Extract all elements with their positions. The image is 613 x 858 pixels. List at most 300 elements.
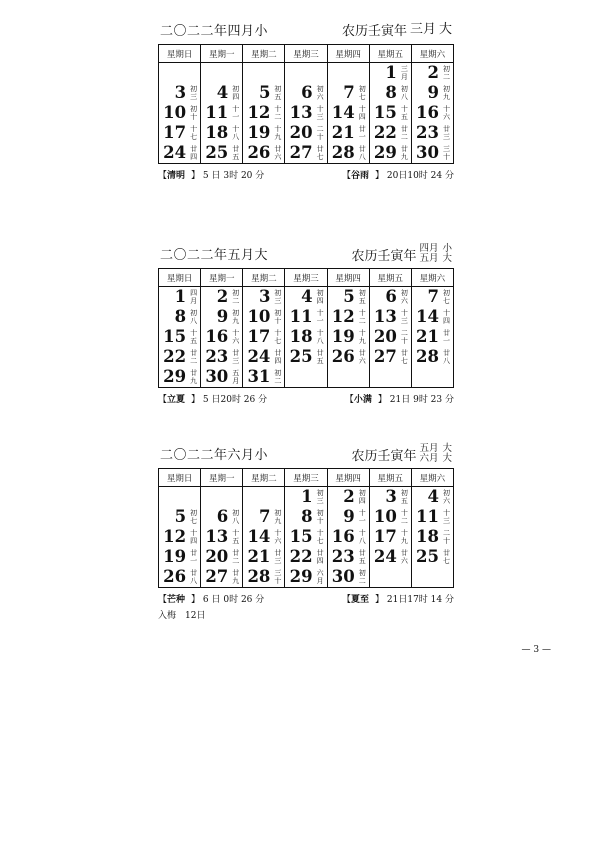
day-cell — [327, 527, 369, 547]
day-number: 4 — [216, 83, 229, 102]
lunar-date: 十一 — [232, 105, 240, 121]
weekday-header-row — [159, 269, 454, 287]
day-cell — [201, 547, 243, 567]
lunar-date: 初八 — [400, 85, 408, 101]
lunar-date: 十五 — [190, 329, 198, 345]
day-number: 1 — [174, 287, 187, 306]
day-cell — [201, 487, 243, 508]
day-number: 7 — [258, 507, 271, 526]
lunar-month-line: 五月 大 — [419, 443, 452, 454]
day-cell — [327, 367, 369, 388]
lunar-date: 十六 — [232, 329, 240, 345]
lunar-date: 廿九 — [190, 369, 198, 385]
lunar-date: 十一 — [358, 509, 366, 525]
day-number: 27 — [373, 347, 397, 366]
day-number: 12 — [163, 527, 187, 546]
day-cell — [285, 547, 327, 567]
lunar-date: 廿五 — [316, 349, 324, 365]
day-number: 7 — [427, 287, 439, 306]
day-number: 4 — [301, 287, 313, 306]
week-row — [159, 527, 454, 547]
week-row — [159, 507, 454, 527]
day-cell — [369, 487, 411, 508]
day-cell — [327, 507, 369, 527]
day-cell — [327, 123, 369, 143]
day-number: 29 — [163, 367, 187, 386]
day-cell — [369, 327, 411, 347]
day-number: 25 — [289, 347, 313, 366]
lunar-date: 六月 — [316, 569, 324, 585]
day-cell — [327, 63, 369, 84]
day-cell — [411, 527, 453, 547]
lunar-date: 廿一 — [443, 329, 450, 345]
lunar-date: 初二 — [274, 369, 282, 385]
day-number: 9 — [343, 507, 355, 526]
lunar-date: 十七 — [190, 125, 198, 141]
weekday-header: 星期四 — [327, 269, 369, 287]
solar-terms — [158, 168, 454, 184]
day-cell — [159, 327, 201, 347]
day-cell — [411, 327, 453, 347]
lunar-date: 廿三 — [274, 549, 282, 565]
solar-term-right: 【小满 】 21日 9时 23 分 — [344, 395, 454, 405]
day-cell — [243, 507, 285, 527]
day-cell — [159, 487, 201, 508]
weekday-header: 星期二 — [243, 45, 285, 63]
lunar-date: 廿九 — [232, 569, 240, 585]
day-cell — [159, 547, 201, 567]
day-cell — [243, 487, 285, 508]
day-number: 26 — [163, 567, 187, 586]
day-number: 1 — [301, 487, 313, 506]
lunar-date: 初六 — [316, 85, 324, 101]
lunar-date: 初四 — [232, 85, 240, 101]
day-cell — [285, 487, 327, 508]
lunar-month-line: 五月 大 — [419, 253, 452, 264]
lunar-date: 二十 — [400, 329, 408, 345]
solar-term-left: 【立夏 】 5 日20时 26 分 — [158, 395, 268, 405]
day-number: 8 — [174, 307, 187, 326]
weekday-header: 星期一 — [201, 45, 243, 63]
lunar-date: 初八 — [232, 509, 240, 525]
day-number: 5 — [258, 83, 271, 102]
lunar-date: 十七 — [316, 529, 324, 545]
day-cell — [369, 307, 411, 327]
day-cell — [285, 83, 327, 103]
week-row — [159, 367, 454, 388]
day-cell — [369, 287, 411, 308]
day-cell — [285, 143, 327, 164]
week-row — [159, 287, 454, 308]
day-cell — [243, 567, 285, 588]
day-cell — [243, 327, 285, 347]
lunar-date: 三十 — [274, 569, 282, 585]
weekday-header: 星期四 — [327, 469, 369, 487]
day-number: 6 — [216, 507, 229, 526]
day-cell — [159, 367, 201, 388]
day-cell — [285, 347, 327, 367]
day-cell — [369, 567, 411, 588]
calendar-april — [158, 18, 454, 184]
day-number: 2 — [343, 487, 355, 506]
lunar-date: 初二 — [358, 569, 366, 585]
day-number: 5 — [343, 287, 355, 306]
lunar-date: 廿六 — [274, 145, 282, 161]
day-cell — [411, 487, 453, 508]
day-number: 16 — [205, 327, 229, 346]
lunar-month-stack — [409, 21, 452, 37]
weekday-header: 星期日 — [159, 469, 201, 487]
page-number: — 3 — — [521, 645, 551, 655]
day-cell — [243, 527, 285, 547]
weekday-header: 星期六 — [411, 45, 453, 63]
weekday-header: 星期四 — [327, 45, 369, 63]
day-cell — [411, 123, 453, 143]
solar-terms — [158, 592, 454, 608]
day-cell — [201, 327, 243, 347]
solar-term-left: 【清明 】 5 日 3时 20 分 — [158, 171, 265, 181]
day-cell — [159, 307, 201, 327]
week-row — [159, 83, 454, 103]
lunar-date: 十三 — [400, 309, 408, 325]
day-number: 8 — [301, 507, 313, 526]
day-cell — [243, 103, 285, 123]
day-number: 29 — [373, 143, 397, 162]
day-cell — [327, 103, 369, 123]
day-number: 9 — [427, 83, 439, 102]
day-cell — [327, 567, 369, 588]
day-number: 26 — [331, 347, 355, 366]
lunar-date: 初二 — [443, 65, 450, 81]
weekday-header: 星期一 — [201, 269, 243, 287]
day-cell — [327, 307, 369, 327]
lunar-date: 初九 — [443, 85, 450, 101]
lunar-date: 廿二 — [190, 349, 198, 365]
lunar-date: 初五 — [274, 85, 282, 101]
lunar-date: 廿九 — [400, 145, 408, 161]
day-number: 18 — [205, 123, 229, 142]
day-number: 23 — [205, 347, 229, 366]
calendar-june — [158, 442, 454, 621]
day-number: 11 — [416, 507, 439, 526]
month-title: 二〇二二年六月小 — [160, 448, 269, 463]
lunar-month-stack — [419, 244, 452, 264]
day-cell — [243, 367, 285, 388]
day-cell — [411, 63, 453, 84]
lunar-date: 初十 — [316, 509, 324, 525]
lunar-date: 二十 — [443, 529, 450, 545]
solar-term-left: 【芒种 】 6 日 0时 26 分 — [158, 595, 265, 605]
lunar-date: 廿四 — [316, 549, 324, 565]
day-number: 6 — [301, 83, 313, 102]
day-number: 21 — [247, 547, 271, 566]
lunar-date: 三月 — [400, 65, 408, 81]
lunar-date: 初六 — [400, 289, 408, 305]
day-cell — [369, 123, 411, 143]
lunar-date: 十三 — [443, 509, 450, 525]
day-cell — [159, 287, 201, 308]
week-row — [159, 347, 454, 367]
day-cell — [159, 143, 201, 164]
lunar-date: 十六 — [443, 105, 450, 121]
lunar-date: 廿二 — [232, 549, 240, 565]
day-cell — [201, 83, 243, 103]
day-cell — [159, 63, 201, 84]
lunar-date: 十四 — [190, 529, 198, 545]
lunar-date: 廿八 — [190, 569, 198, 585]
day-number: 3 — [258, 287, 271, 306]
week-row — [159, 307, 454, 327]
day-number: 12 — [247, 103, 271, 122]
day-cell — [159, 83, 201, 103]
day-number: 13 — [205, 527, 229, 546]
day-number: 16 — [331, 527, 355, 546]
day-cell — [201, 507, 243, 527]
lunar-date: 十八 — [358, 529, 366, 545]
week-row — [159, 547, 454, 567]
week-row — [159, 487, 454, 508]
lunar-date: 廿三 — [443, 125, 450, 141]
day-cell — [411, 307, 453, 327]
lunar-date: 十二 — [274, 105, 282, 121]
solar-term-right: 【谷雨 】 20日10时 24 分 — [342, 171, 454, 181]
day-number: 5 — [174, 507, 187, 526]
lunar-date: 廿五 — [358, 549, 366, 565]
lunar-date: 初四 — [358, 489, 366, 505]
lunar-date: 初三 — [316, 489, 324, 505]
lunar-date: 初十 — [190, 105, 198, 121]
day-number: 31 — [247, 367, 271, 386]
day-number: 13 — [289, 103, 313, 122]
lunar-date: 十八 — [316, 329, 324, 345]
day-cell — [159, 507, 201, 527]
weekday-header: 星期五 — [369, 269, 411, 287]
lunar-year: 农历壬寅年 — [341, 24, 407, 39]
lunar-date: 初七 — [190, 509, 198, 525]
day-number: 10 — [247, 307, 271, 326]
day-number: 14 — [416, 307, 439, 326]
day-number: 10 — [373, 507, 397, 526]
lunar-year: 农历壬寅年 — [351, 248, 417, 264]
day-cell — [243, 547, 285, 567]
day-cell — [411, 507, 453, 527]
day-cell — [285, 123, 327, 143]
lunar-date: 廿六 — [358, 349, 366, 365]
lunar-date: 初三 — [190, 85, 198, 101]
day-number: 7 — [343, 83, 355, 102]
day-number: 21 — [416, 327, 439, 346]
day-number: 30 — [416, 143, 439, 162]
weekday-header: 星期日 — [159, 45, 201, 63]
day-number: 29 — [289, 567, 313, 586]
day-cell — [243, 287, 285, 308]
day-cell — [285, 307, 327, 327]
day-cell — [369, 547, 411, 567]
lunar-date: 十四 — [443, 309, 450, 325]
day-number: 15 — [289, 527, 313, 546]
day-number: 28 — [331, 143, 355, 162]
day-number: 18 — [416, 527, 439, 546]
lunar-date: 廿四 — [190, 145, 198, 161]
day-cell — [411, 547, 453, 567]
solar-terms — [158, 392, 454, 408]
lunar-date: 廿三 — [232, 349, 240, 365]
day-cell — [201, 287, 243, 308]
lunar-date: 初二 — [232, 289, 240, 305]
lunar-date: 十五 — [400, 105, 408, 121]
day-cell — [159, 567, 201, 588]
day-cell — [411, 367, 453, 388]
day-number: 12 — [331, 307, 355, 326]
lunar-date: 廿七 — [316, 145, 324, 161]
weekday-header: 星期五 — [369, 469, 411, 487]
day-number: 28 — [247, 567, 271, 586]
day-number: 20 — [205, 547, 229, 566]
day-cell — [369, 367, 411, 388]
day-number: 6 — [385, 287, 397, 306]
month-header — [158, 442, 454, 468]
day-cell — [159, 103, 201, 123]
lunar-date: 十九 — [274, 125, 282, 141]
day-number: 25 — [416, 547, 439, 566]
day-number: 23 — [416, 123, 439, 142]
day-number: 24 — [163, 143, 187, 162]
calendar-grid — [158, 268, 454, 388]
lunar-date: 十二 — [400, 509, 408, 525]
day-cell — [369, 103, 411, 123]
day-cell — [327, 547, 369, 567]
lunar-date: 初七 — [358, 85, 366, 101]
day-cell — [285, 103, 327, 123]
lunar-date: 廿七 — [400, 349, 408, 365]
week-row — [159, 103, 454, 123]
day-number: 4 — [427, 487, 439, 506]
lunar-date: 初六 — [443, 489, 450, 505]
day-cell — [243, 63, 285, 84]
day-number: 30 — [331, 567, 355, 586]
day-cell — [411, 103, 453, 123]
day-number: 19 — [331, 327, 355, 346]
calendar-grid — [158, 468, 454, 588]
day-cell — [369, 527, 411, 547]
weekday-header: 星期三 — [285, 269, 327, 287]
lunar-date: 廿二 — [400, 125, 408, 141]
day-cell — [369, 63, 411, 84]
lunar-date: 十一 — [316, 309, 324, 325]
month-title: 二〇二二年四月小 — [160, 24, 269, 39]
lunar-date: 初四 — [316, 289, 324, 305]
weekday-header: 星期六 — [411, 269, 453, 287]
month-header — [158, 242, 454, 268]
lunar-month-stack — [419, 444, 452, 464]
day-cell — [159, 347, 201, 367]
day-cell — [285, 527, 327, 547]
weekday-header-row — [159, 45, 454, 63]
lunar-date: 廿五 — [232, 145, 240, 161]
day-number: 2 — [427, 63, 439, 82]
day-number: 24 — [247, 347, 271, 366]
day-cell — [201, 123, 243, 143]
lunar-date: 十二 — [358, 309, 366, 325]
lunar-date: 四月 — [190, 289, 198, 305]
day-cell — [243, 307, 285, 327]
day-cell — [243, 143, 285, 164]
lunar-date: 初七 — [443, 289, 450, 305]
lunar-date: 二十 — [316, 125, 324, 141]
day-number: 8 — [385, 83, 397, 102]
day-number: 27 — [289, 143, 313, 162]
day-number: 11 — [289, 307, 313, 326]
day-number: 15 — [373, 103, 397, 122]
lunar-month-line: 六月 大 — [419, 453, 452, 464]
lunar-info — [351, 444, 452, 464]
lunar-date: 初八 — [190, 309, 198, 325]
day-cell — [243, 123, 285, 143]
day-number: 26 — [247, 143, 271, 162]
week-row — [159, 567, 454, 588]
lunar-date: 初五 — [400, 489, 408, 505]
day-cell — [285, 63, 327, 84]
day-number: 17 — [163, 123, 187, 142]
day-number: 19 — [163, 547, 187, 566]
day-number: 22 — [163, 347, 187, 366]
day-cell — [201, 103, 243, 123]
weekday-header: 星期五 — [369, 45, 411, 63]
day-number: 1 — [385, 63, 397, 82]
lunar-date: 初九 — [232, 309, 240, 325]
lunar-date: 廿七 — [443, 549, 450, 565]
day-number: 3 — [174, 83, 187, 102]
day-cell — [411, 287, 453, 308]
day-cell — [285, 507, 327, 527]
day-number: 2 — [216, 287, 229, 306]
day-cell — [285, 367, 327, 388]
week-row — [159, 327, 454, 347]
day-cell — [201, 307, 243, 327]
month-title: 二〇二二年五月大 — [160, 248, 269, 263]
lunar-date: 廿四 — [274, 349, 282, 365]
day-number: 28 — [416, 347, 439, 366]
day-number: 9 — [216, 307, 229, 326]
day-number: 21 — [331, 123, 355, 142]
solar-term-right: 【夏至 】 21日17时 14 分 — [342, 595, 454, 605]
day-cell — [159, 527, 201, 547]
lunar-date: 初十 — [274, 309, 282, 325]
day-cell — [285, 567, 327, 588]
day-cell — [411, 143, 453, 164]
day-number: 13 — [373, 307, 397, 326]
day-cell — [243, 347, 285, 367]
day-cell — [243, 83, 285, 103]
lunar-date: 廿八 — [443, 349, 450, 365]
day-number: 23 — [331, 547, 355, 566]
day-number: 15 — [163, 327, 187, 346]
lunar-date: 廿一 — [358, 125, 366, 141]
lunar-month-line: 四月 小 — [419, 243, 452, 254]
day-cell — [285, 287, 327, 308]
lunar-date: 初三 — [274, 289, 282, 305]
day-number: 24 — [373, 547, 397, 566]
day-number: 30 — [205, 367, 229, 386]
lunar-date: 十九 — [358, 329, 366, 345]
day-cell — [201, 527, 243, 547]
day-cell — [369, 347, 411, 367]
plum-rain-note: 入梅 12日 — [158, 611, 206, 621]
weekday-header: 星期日 — [159, 269, 201, 287]
day-cell — [369, 83, 411, 103]
weekday-header: 星期二 — [243, 269, 285, 287]
month-header — [158, 18, 454, 44]
